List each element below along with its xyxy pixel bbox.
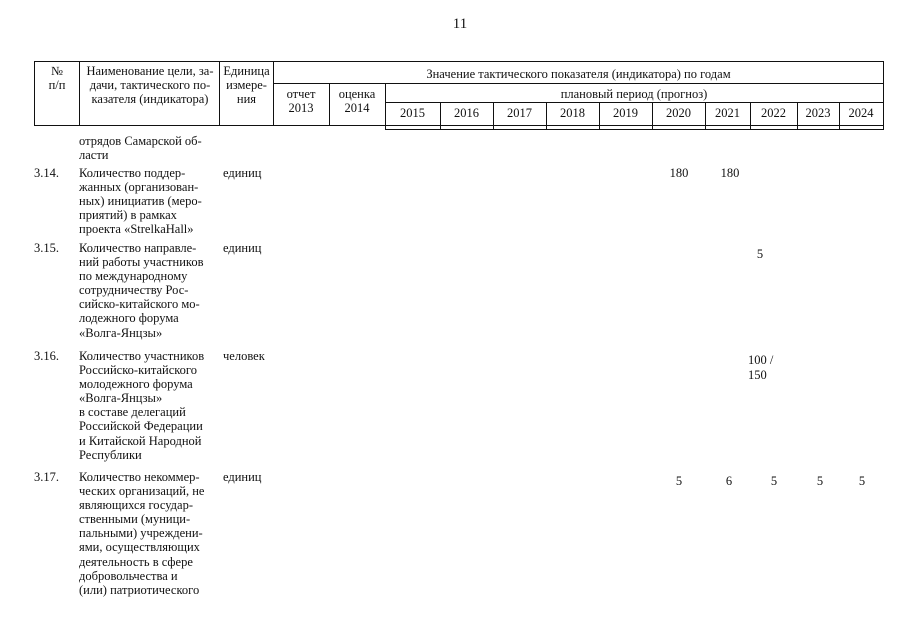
value-2020: 180	[669, 166, 689, 180]
value-2022: 5	[756, 247, 764, 261]
header-values-group: Значение тактического показателя (индикатора) по годам	[426, 67, 731, 81]
row-unit: единиц	[223, 241, 262, 255]
header-report: отчет 2013	[286, 87, 316, 115]
plan-group-divider	[385, 102, 884, 103]
header-top-border	[34, 61, 884, 62]
value-2022: 5	[770, 474, 778, 488]
value-2022: 100 / 150	[748, 353, 774, 382]
col-border-num	[79, 61, 80, 126]
table-header	[0, 0, 905, 135]
header-year-2018: 2018	[560, 106, 585, 120]
row-name: Количество направле- ний работы участников по международному сотрудничеству Рос- сийско-китайского мо- лодежного форума «Волга-Янцзы»	[79, 241, 204, 340]
row-number: 3.16.	[34, 349, 59, 363]
value-2023: 5	[816, 474, 824, 488]
values-group-divider	[273, 83, 884, 84]
value-2021: 180	[720, 166, 740, 180]
header-unit: Единица измере- ния	[223, 64, 270, 106]
header-name: Наименование цели, за- дачи, тактического по- казателя (индикатора)	[86, 64, 214, 106]
row-name: Количество некоммер- ческих организаций, не являющихся государ- ственными (муници- пальными) учреждени- ями, осуществляющих деятельность в сфере добровольчества и (или) патриотического	[79, 470, 205, 597]
page-number: 11	[452, 16, 468, 32]
header-year-2015: 2015	[400, 106, 425, 120]
header-year-2022: 2022	[761, 106, 786, 120]
header-bottom-border	[34, 125, 884, 126]
row-name: Количество участников Российско-китайского молодежного форума «Волга-Янцзы» в составе делегаций Российской Федерации и Китайской Народной Республики	[79, 349, 205, 462]
header-year-2024: 2024	[848, 106, 874, 120]
row-number: 3.14.	[34, 166, 59, 180]
header-year-2020: 2020	[666, 106, 691, 120]
row-number: 3.17.	[34, 470, 59, 484]
continuation-text: отрядов Самарской об- ласти	[79, 134, 202, 163]
year-columns-bottom-border	[385, 129, 884, 130]
value-2020: 5	[675, 474, 683, 488]
value-2024: 5	[858, 474, 866, 488]
row-unit: единиц	[223, 470, 262, 484]
row-number: 3.15.	[34, 241, 59, 255]
row-unit: единиц	[223, 166, 262, 180]
row-unit: человек	[223, 349, 265, 363]
value-2021: 6	[725, 474, 733, 488]
header-year-2017: 2017	[507, 106, 532, 120]
header-year-2021: 2021	[715, 106, 740, 120]
header-plan-group: плановый период (прогноз)	[560, 87, 708, 101]
header-year-2019: 2019	[613, 106, 638, 120]
header-year-2023: 2023	[805, 106, 831, 120]
header-year-2016: 2016	[454, 106, 479, 120]
header-estimate: оценка 2014	[338, 87, 376, 115]
col-border-left	[34, 61, 35, 126]
header-num: № п/п	[48, 64, 66, 92]
row-name: Количество поддер- жанных (организован- ных) инициатив (меро- приятий) в рамках проекта «StrelkaHall»	[79, 166, 202, 237]
